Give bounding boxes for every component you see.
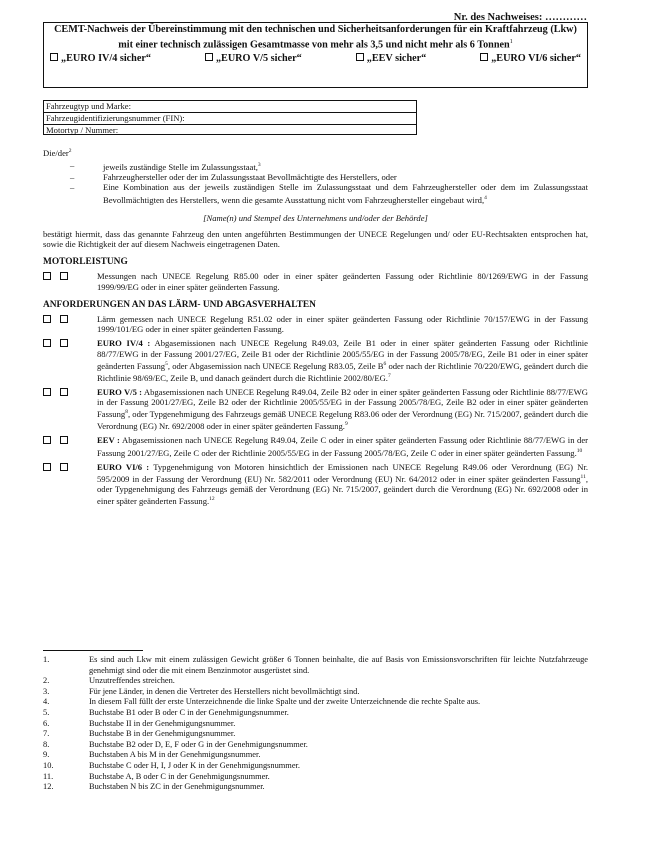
issuer-item: – Eine Kombination aus der jeweils zuständigen Stelle im Zulassungsstaat und dem Fahrzeughersteller oder dem im Zulassungsstaat Bevollmächtigten des Herstellers, wenn die gesamte Ausstattung nicht vom Fahrzeughersteller eingebaut wird,$^4$ <box>70 182 588 205</box>
footnote-ref: 6 <box>383 360 387 367</box>
footnote-text: Buchstaben A bis M in der Genehmigungsnummer. <box>89 750 261 760</box>
checkbox-icon[interactable] <box>60 463 68 471</box>
footnote-text: Buchstabe B in der Genehmigungsnummer. <box>89 729 236 739</box>
footnote-ref: 7 <box>387 372 391 379</box>
footnote-number: 2. <box>43 676 50 686</box>
requirement-text: Messungen nach UNECE Regelung R85.00 oder in einer später geänderten Fassung oder Richtlinie 80/1269/EWG in der Fassung 1999/99/EG oder in einer später geänderten Fassung. <box>97 271 588 292</box>
title-text: CEMT-Nachweis der Übereinstimmung mit den technischen und Sicherheitsanforderungen für ein Kraftfahrzeug (Lkw) mit einer technisch zulässigen Gesamtmasse von mehr als 3,5 und nicht mehr als 6 Tonnen <box>54 24 577 51</box>
requirement-text: Lärm gemessen nach UNECE Regelung R51.02 oder in einer später geänderten Fassung oder Richtlinie 70/157/EWG in der Fassung 1999/101/EG oder in einer später geänderten Fassung. <box>97 314 588 335</box>
footnote-item <box>43 729 588 740</box>
footnote-ref: 10 <box>576 447 583 454</box>
checkbox-icon[interactable] <box>60 436 68 444</box>
issuer-item: – Fahrzeughersteller oder der im Zulassungsstaat Bevollmächtigte des Herstellers, oder <box>70 172 397 183</box>
footnote-number: 10. <box>43 760 54 770</box>
requirement-text: Abgasemissionen nach UNECE Regelung R49.03, Zeile B1 oder in einer später geänderten Fassung oder Richtlinie 88/77/EWG in der Fassung 2001/27/EG, Zeile B1 oder der Richtlinie 2005/55/EG in der Fassung 2005/78/EG, Zeile B1 oder in einer später geänderten Fassung <box>97 338 588 371</box>
footnotes <box>43 655 588 793</box>
footnote-number: 5. <box>43 707 50 717</box>
confirmation-text: bestätigt hiermit, dass das genannte Fahrzeug den unten angeführten Bestimmungen der UNECE Regelungen und/ oder EU-Rechtsakten entsprochen hat, sowie die Richtigkeit der auf diesem Nachweis eingetragenen Daten. <box>43 228 588 249</box>
document-body <box>43 146 588 510</box>
requirement-euro-vi <box>43 462 588 507</box>
footnote-number: 7. <box>43 729 50 739</box>
footnote-number: 12. <box>43 782 54 792</box>
requirement-text: , oder Typgenehmigung des Fahrzeugs gemäß der Verordnung (EG) Nr. 715/2007, geändert durch die Verordnung (EG) Nr. 692/2008 oder in einer später geänderten Fassung. <box>97 473 588 507</box>
motor-requirement <box>43 271 588 291</box>
issuer-text: jeweils zuständige Stelle im Zulassungsstaat, <box>103 161 258 172</box>
die-der-label <box>43 146 588 158</box>
option-label: „EEV sicher“ <box>366 53 427 65</box>
document-title <box>48 24 583 51</box>
footnote-text: Buchstaben N bis ZC in der Genehmigungsnummer. <box>89 782 265 792</box>
footnote-item <box>43 687 588 698</box>
footnote-number: 4. <box>43 697 50 707</box>
footnote-item <box>43 761 588 772</box>
footnote-item <box>43 676 588 687</box>
vin-field[interactable]: Fahrzeugidentifizierungsnummer (FIN): <box>44 113 416 125</box>
footnote-ref: 11 <box>580 473 586 480</box>
requirement-text: , oder Abgasemission nach UNECE Regelung R83.05, Zeile B <box>167 360 384 371</box>
stamp-line: [Name(n) und Stempel des Unternehmens und/oder der Behörde] <box>203 212 428 223</box>
section-noise-heading: ANFORDERUNGEN AN DAS LÄRM- UND ABGASVERHALTEN <box>43 299 316 310</box>
requirement-eev <box>43 435 588 457</box>
requirement-euro-v <box>43 387 588 432</box>
checkbox-icon[interactable] <box>43 388 51 396</box>
footnote-ref: 3 <box>257 162 261 169</box>
option-eev[interactable] <box>356 53 427 64</box>
certificate-number-label: Nr. des Nachweises: ………… <box>453 12 587 23</box>
requirement-label: EURO V/5 : <box>97 386 143 397</box>
footnote-item <box>43 740 588 751</box>
requirement-text: , oder Typgenehmigung des Fahrzeugs gemäß UNECE Regelung R83.06 oder der Verordnung (EG) Nr. 715/2007, geändert durch die Verordnung (EG) Nr. 692/2008 oder in einer später geänderten Fassung. <box>97 409 588 432</box>
requirement-text: Abgasemissionen nach UNECE Regelung R49.04, Zeile B2 oder in einer später geänderten Fassung oder Richtlinie 88/77/EWG in der Fassung 2001/27/EG, Zeile B2 oder der Richtlinie 2005/55/EG in der Fassung 2005/78/EG, Zeile B2 oder in einer später geänderten Fassung <box>97 386 588 420</box>
footnote-text: Buchstabe C oder H, I, J oder K in der Genehmigungsnummer. <box>89 760 300 770</box>
option-label: „EURO IV/4 sicher“ <box>61 53 151 65</box>
title-footnote-ref: 1 <box>509 39 513 45</box>
footnote-number: 1. <box>43 655 50 664</box>
footnote-separator <box>43 650 143 651</box>
footnote-text: Buchstabe II in der Genehmigungsnummer. <box>89 718 236 728</box>
footnote-number: 6. <box>43 718 50 728</box>
footnote-text: Buchstabe B2 oder D, E, F oder G in der Genehmigungsnummer. <box>89 739 308 749</box>
footnote-item <box>43 772 588 783</box>
engine-type-field[interactable]: Motortyp / Nummer: <box>46 125 119 135</box>
requirement-label: EURO VI/6 : <box>97 461 150 472</box>
option-euro-iv[interactable] <box>50 53 151 64</box>
checkbox-icon[interactable] <box>60 272 68 280</box>
issuer-list <box>43 160 588 205</box>
checkbox-icon[interactable] <box>60 315 68 323</box>
footnote-ref: 2 <box>68 148 72 154</box>
checkbox-icon[interactable] <box>60 339 68 347</box>
footnote-ref: 12 <box>209 496 215 503</box>
footnote-ref: 8 <box>125 409 128 416</box>
footnote-text: Buchstabe A, B oder C in der Genehmigungsnummer. <box>89 771 270 781</box>
requirement-label: EURO IV/4 : <box>97 338 151 349</box>
footnote-item <box>43 782 588 793</box>
option-euro-v[interactable] <box>205 53 302 64</box>
footnote-item <box>43 697 588 708</box>
checkbox-icon[interactable] <box>43 463 51 471</box>
footnote-number: 3. <box>43 686 50 696</box>
footnote-ref: 4 <box>484 194 487 201</box>
section-motor-heading: MOTORLEISTUNG <box>43 257 128 268</box>
checkbox-icon[interactable] <box>43 339 51 347</box>
footnote-item <box>43 750 588 761</box>
checkbox-icon[interactable] <box>43 315 51 323</box>
footnote-ref: 5 <box>165 360 168 367</box>
option-label: „EURO VI/6 sicher“ <box>491 53 581 65</box>
footnote-item <box>43 719 588 730</box>
checkbox-icon[interactable] <box>356 53 364 61</box>
footnote-number: 9. <box>43 750 50 760</box>
footnote-ref: 9 <box>344 421 348 428</box>
option-euro-vi[interactable] <box>480 53 581 64</box>
footnote-item <box>43 655 588 676</box>
checkbox-icon[interactable] <box>50 53 58 61</box>
issuer-text: Eine Kombination aus der jeweils zuständigen Stelle im Zulassungsstaat und dem Fahrzeughersteller oder dem im Zulassungsstaat Bevollmächtigten des Herstellers, wenn die gesamte Ausstattung nicht vom Fahrzeughersteller eingebaut wird, <box>103 182 588 205</box>
footnote-text: Buchstabe B1 oder B oder C in der Genehmigungsnummer. <box>89 707 289 717</box>
euro-options <box>48 53 583 64</box>
footnote-number: 11. <box>43 771 54 781</box>
footnote-number: 8. <box>43 739 50 749</box>
identification-table <box>43 100 417 135</box>
header-box <box>43 22 588 88</box>
footnote-text: Es sind auch Lkw mit einem zulässigen Gewicht größer 6 Tonnen beinhalte, die auf Basis von Emissionsvorschriften für leichte Nutzfahrzeuge genehmigt sind oder die mit einem Benzinmotor ausgerüstet sind. <box>89 655 588 675</box>
checkbox-icon[interactable] <box>480 53 488 61</box>
vehicle-type-field[interactable]: Fahrzeugtyp und Marke: <box>44 101 416 113</box>
requirement-text: Typgenehmigung von Motoren hinsichtlich der Emissionen nach UNECE Regelung R49.06 oder Verordnung (EG) Nr. 595/2009 in der Fassung der Verordnung (EU) Nr. 582/2011 oder Verordnung (EU) Nr. 64/2012 oder in einer später geänderten Fassung <box>97 461 588 484</box>
checkbox-icon[interactable] <box>205 53 213 61</box>
issuer-item: – jeweils zuständige Stelle im Zulassungsstaat,$^3$ <box>70 160 261 172</box>
requirement-text: oder nach der Richtlinie 70/220/EWG, geändert durch die Richtlinie 98/69/EC, Zeile B, und danach geändert durch die Richtlinie 2002/80/EG. <box>97 360 588 383</box>
requirement-label: EEV : <box>97 435 120 446</box>
footnote-text: In diesem Fall füllt der erste Unterzeichnende die linke Spalte und der zweite Unterzeichnende die rechte Spalte aus. <box>89 697 481 707</box>
checkbox-icon[interactable] <box>43 436 51 444</box>
die-der-text: Die/der <box>43 147 69 158</box>
checkbox-icon[interactable] <box>43 272 51 280</box>
footnote-item <box>43 708 588 719</box>
footnote-text: Für jene Länder, in denen die Vertreter des Herstellers nicht bevollmächtigt sind. <box>89 686 360 696</box>
issuer-text: Fahrzeughersteller oder der im Zulassungsstaat Bevollmächtigte des Herstellers, oder <box>103 172 397 183</box>
requirement-euro-iv <box>43 338 588 383</box>
option-label: „EURO V/5 sicher“ <box>215 53 302 65</box>
checkbox-icon[interactable] <box>60 388 68 396</box>
requirement-text: Abgasemissionen nach UNECE Regelung R49.04, Zeile C oder in einer später geänderten Fassung oder Richtlinie 88/77/EWG in der Fassung 2001/27/EG, Zeile C oder der Richtlinie 2005/55/EG in der Fassung 2005/78/EG, Zeile C oder in einer später geänderten Fassung. <box>97 435 588 458</box>
requirement-noise <box>43 314 588 334</box>
footnote-text: Unzutreffendes streichen. <box>89 676 175 686</box>
